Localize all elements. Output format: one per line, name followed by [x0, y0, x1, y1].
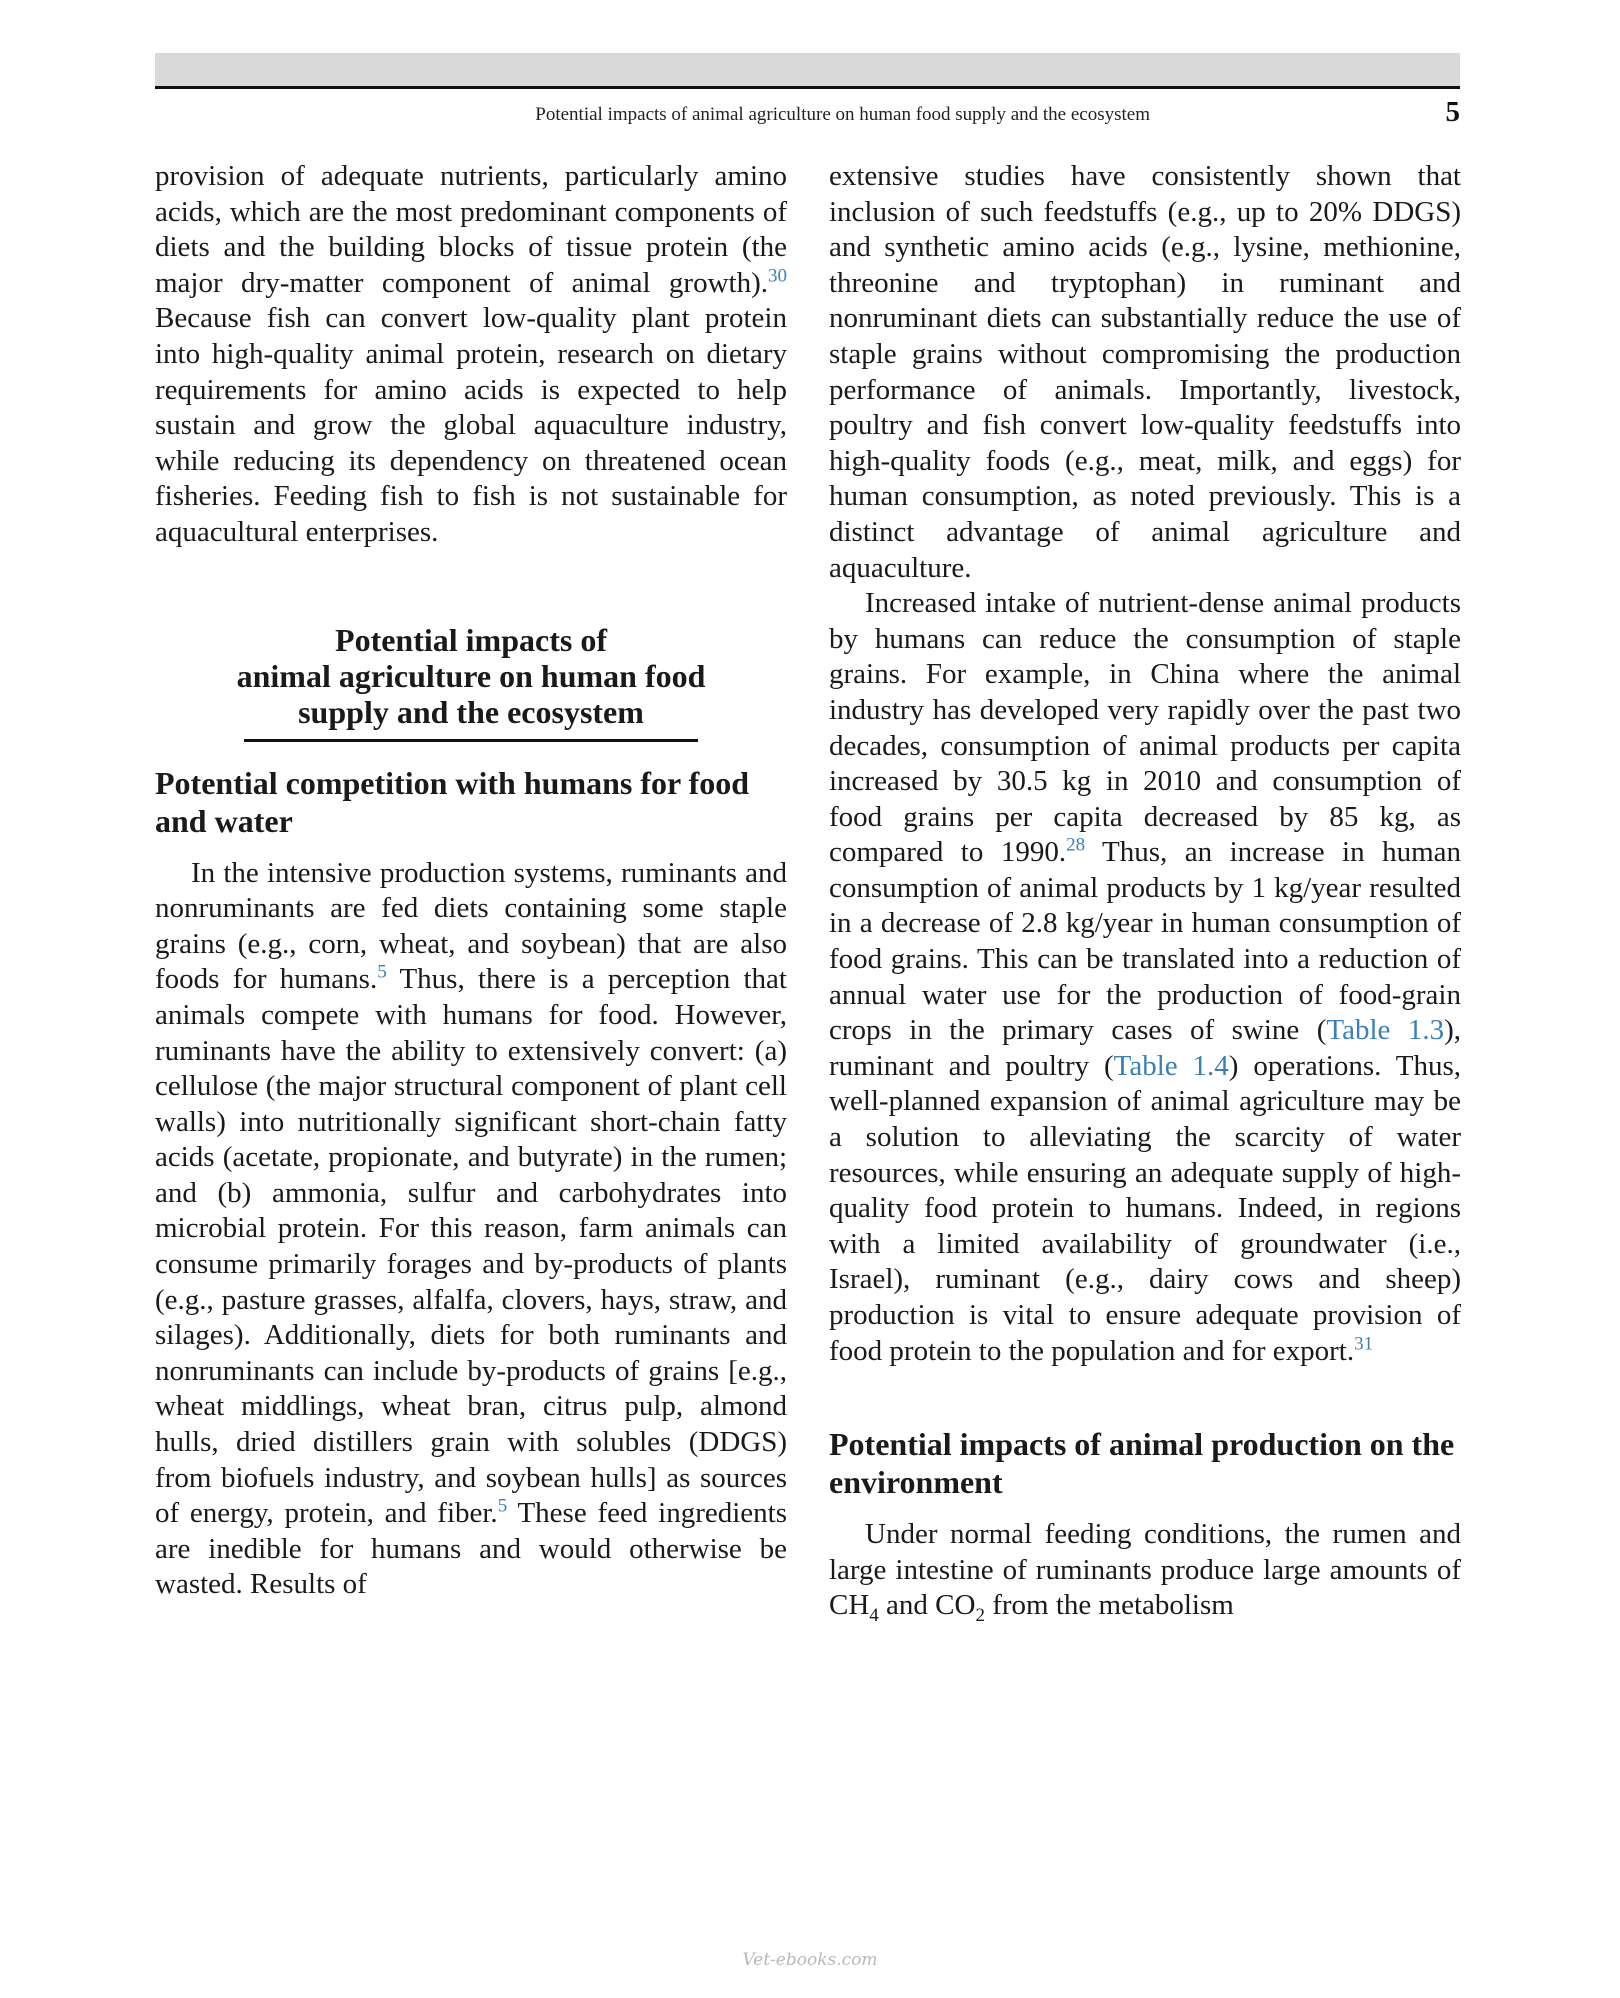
header-rule	[155, 86, 1460, 89]
header-bar	[155, 53, 1460, 87]
paragraph	[829, 586, 1461, 1369]
text: In the intensive production systems, ruminants and nonruminants are fed diets containing some staple grains (e.g., corn, wheat, and soybean) that are also foods for humans.	[155, 856, 787, 996]
text: Because fish can convert low-quality plant protein into high-quality animal protein, research on dietary requirements for amino acids is expected to help sustain and grow the global aquaculture industry, while reducing its dependency on threatened ocean fisheries. Feeding fish to fish is not sustainable for aquacultural enterprises.	[155, 302, 787, 548]
left-column	[155, 159, 787, 1603]
text: ), ruminant and poultry (	[829, 1014, 1461, 1082]
watermark: Vet-ebooks.com	[742, 1950, 878, 1970]
page-number: 5	[1445, 96, 1460, 128]
right-column	[829, 159, 1461, 1627]
text: ) operations. Thus, well-planned expansion of animal agriculture may be a solution to alleviating the scarcity of water resources, while ensuring an adequate supply of high-quality food protein to humans. Indeed, in regions with a limited availability of groundwater (i.e., Israel), ruminant (e.g., dairy cows and sheep) production is vital to ensure adequate provision of food protein to the population and for export.	[829, 1049, 1461, 1367]
subscript: 2	[975, 1605, 985, 1627]
table-reference-link[interactable]: Table 1.4	[1113, 1049, 1229, 1082]
subsection-heading: Potential competition with humans for food and water	[155, 764, 750, 839]
citation-link[interactable]: 5	[377, 961, 387, 983]
text: Thus, there is a perception that animals compete with humans for food. However, ruminants have the ability to extensively convert: (a) cellulose (the major structural component of plant cell walls) into nutritionally significant short-chain fatty acids (acetate, propionate, and butyrate) in the rumen; and (b) ammonia, sulfur and carbohydrates into microbial protein. For this reason, farm animals can consume primarily forages and by-products of plants (e.g., pasture grasses, alfalfa, clovers, hays, straw, and silages). Additionally, diets for both ruminants and nonruminants can include by-products of grains [e.g., wheat middlings, wheat bran, citrus pulp, almond hulls, dried distillers grain with solubles (DDGS) from biofuels industry, and soybean hulls] as sources of energy, protein, and fiber.	[155, 963, 787, 1530]
section-heading	[155, 622, 787, 742]
citation-link[interactable]: 5	[497, 1495, 508, 1517]
section-heading-line: Potential impacts of	[335, 621, 607, 658]
text: Increased intake of nutrient-dense animal products by humans can reduce the consumption of staple grains. For example, in China where the animal industry has developed very rapidly over the past two decades, consumption of animal products per capita increased by 30.5 kg in 2010 and consumption of food grains per capita decreased by 85 kg, as compared to 1990.	[829, 587, 1461, 869]
text: and CO	[878, 1589, 976, 1622]
text: Under normal feeding conditions, the rumen and large intestine of ruminants produce large amounts of CH	[829, 1518, 1461, 1622]
section-heading-line: animal agriculture on human food	[236, 657, 706, 694]
subsection-heading: Potential impacts of animal production on the environment	[829, 1426, 1455, 1501]
paragraph-continued	[155, 159, 787, 551]
citation-link[interactable]: 30	[768, 265, 787, 287]
text: These feed ingredients are inedible for humans and would otherwise be wasted. Results of	[155, 1497, 788, 1601]
citation-link[interactable]: 28	[1066, 834, 1086, 856]
text: provision of adequate nutrients, particularly amino acids, which are the most predominant components of diets and the building blocks of tissue protein (the major dry-matter component of animal growth).	[155, 160, 787, 299]
citation-link[interactable]: 31	[1354, 1332, 1374, 1354]
table-reference-link[interactable]: Table 1.3	[1326, 1014, 1445, 1047]
running-head: Potential impacts of animal agriculture on human food supply and the ecosystem	[535, 104, 1150, 125]
subscript: 4	[869, 1605, 879, 1627]
paragraph	[155, 856, 787, 1603]
text: from the metabolism	[984, 1589, 1234, 1622]
paragraph-continued: extensive studies have consistently shown that inclusion of such feedstuffs (e.g., up to 20% DDGS) and synthetic amino acids (e.g., lysine, methionine, threonine and tryptophan) in ruminant and nonruminant diets can substantially reduce the use of staple grains without compromising the production performance of animals. Importantly, livestock, poultry and fish convert low-quality feedstuffs into high-quality foods (e.g., meat, milk, and eggs) for human consumption, as noted previously. This is a distinct advantage of animal agriculture and aquaculture.	[829, 160, 1461, 584]
paragraph	[829, 1517, 1461, 1627]
section-heading-line: supply and the ecosystem	[298, 693, 644, 730]
text: Thus, an increase in human consumption of animal products by 1 kg/year resulted in a decrease of 2.8 kg/year in human consumption of food grains. This can be translated into a reduction of annual water use for the production of food-grain crops in the primary cases of swine (	[829, 836, 1461, 1047]
